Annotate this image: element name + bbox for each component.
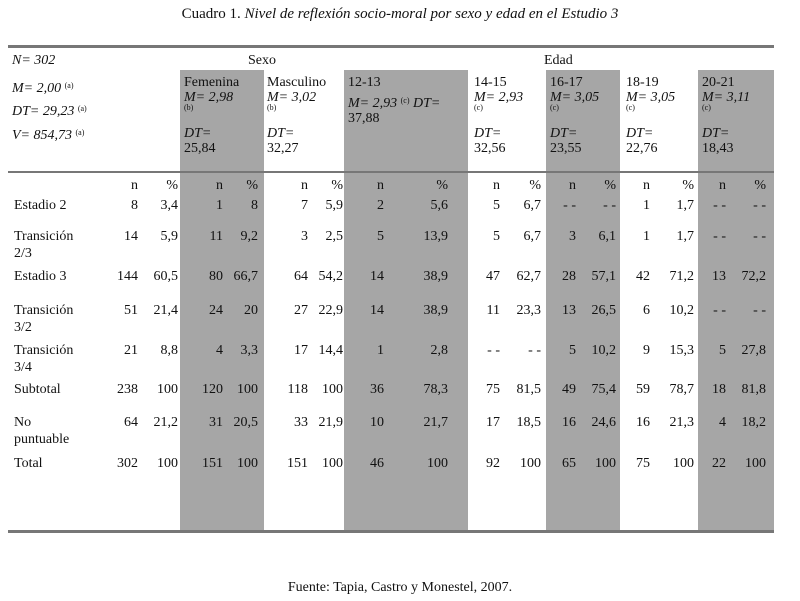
table-cell: 21,7 xyxy=(423,415,448,430)
table-cell: 120 xyxy=(202,382,223,397)
table-cell: 5 xyxy=(719,343,726,358)
table-cell: 11 xyxy=(209,229,223,244)
subheader-pct: % xyxy=(529,178,541,193)
table-cell: 5 xyxy=(493,229,500,244)
table-cell: 75 xyxy=(636,456,650,471)
table-cell: 10,2 xyxy=(591,343,616,358)
col-18-19: 18-19 M= 3,05 (c) DT= 22,76 xyxy=(626,75,676,156)
table-cell: 62,7 xyxy=(516,269,541,284)
table-cell: 64 xyxy=(124,415,138,430)
table-cell: 2,5 xyxy=(325,229,343,244)
table-cell: 4 xyxy=(719,415,726,430)
table-cell: - - xyxy=(713,229,726,244)
table-cell: 75,4 xyxy=(591,382,616,397)
table-cell: - - xyxy=(753,229,766,244)
source-note: Fuente: Tapia, Castro y Monestel, 2007. xyxy=(287,580,513,595)
table-cell: 59 xyxy=(636,382,650,397)
table-cell: 6,7 xyxy=(523,229,541,244)
table-caption xyxy=(0,6,800,23)
rule-top xyxy=(8,45,774,48)
summary-m: M= 2,00 $^{(a)}$ xyxy=(12,81,74,96)
rule-header xyxy=(8,171,774,173)
row-label: Transición xyxy=(14,343,74,358)
row-label: Transición xyxy=(14,229,74,244)
table-cell: 1 xyxy=(216,198,223,213)
row-label: Transición xyxy=(14,303,74,318)
col-masculino: Masculino M= 3,02 (b) DT= 32,27 xyxy=(267,75,327,156)
table-cell: 22 xyxy=(712,456,726,471)
table-cell: - - xyxy=(563,198,576,213)
table-cell: 51 xyxy=(124,303,138,318)
table-cell: - - xyxy=(713,198,726,213)
subheader-pct: % xyxy=(436,178,448,193)
table-cell: 13 xyxy=(562,303,576,318)
subheader-n: n xyxy=(301,178,308,193)
table-cell: 15,3 xyxy=(669,343,694,358)
col-femenina: Femenina M= 2,98 (b) DT= 25,84 xyxy=(184,75,240,156)
subheader-n: n xyxy=(131,178,138,193)
table-cell: 100 xyxy=(520,456,541,471)
table-cell: 13,9 xyxy=(423,229,448,244)
table-cell: 9 xyxy=(643,343,650,358)
table-cell: - - xyxy=(713,303,726,318)
caption-prefix: Cuadro 1. xyxy=(181,6,241,22)
subheader-pct: % xyxy=(604,178,616,193)
table-cell: 72,2 xyxy=(741,269,766,284)
table-cell: 100 xyxy=(322,456,343,471)
table-cell: 1 xyxy=(643,229,650,244)
table-cell: 4 xyxy=(216,343,223,358)
table-cell: 6,7 xyxy=(523,198,541,213)
table-cell: 20,5 xyxy=(233,415,258,430)
table-cell: 54,2 xyxy=(318,269,343,284)
table-cell: 38,9 xyxy=(423,303,448,318)
table-cell: 66,7 xyxy=(233,269,258,284)
table-cell: 75 xyxy=(486,382,500,397)
col-16-17: 16-17 M= 3,05 (c) DT= 23,55 xyxy=(550,75,600,156)
table-cell: 302 xyxy=(117,456,138,471)
row-label: 2/3 xyxy=(14,246,32,261)
row-label: Subtotal xyxy=(14,382,61,397)
table-cell: 8,8 xyxy=(160,343,178,358)
table-cell: 3 xyxy=(569,229,576,244)
table-cell: 21,4 xyxy=(153,303,178,318)
table-cell: 38,9 xyxy=(423,269,448,284)
table-cell: 9,2 xyxy=(240,229,258,244)
table-cell: 8 xyxy=(131,198,138,213)
table-cell: 28 xyxy=(562,269,576,284)
rule-bottom xyxy=(8,530,774,533)
table-cell: 3 xyxy=(301,229,308,244)
row-label: 3/4 xyxy=(14,360,32,375)
table-cell: 21,9 xyxy=(318,415,343,430)
table-cell: 6 xyxy=(643,303,650,318)
table-cell: 5 xyxy=(569,343,576,358)
subheader-pct: % xyxy=(166,178,178,193)
table-cell: 3,3 xyxy=(240,343,258,358)
table-cell: 27,8 xyxy=(741,343,766,358)
table-cell: 13 xyxy=(712,269,726,284)
table-cell: 11 xyxy=(486,303,500,318)
table-cell: 23,3 xyxy=(516,303,541,318)
table-cell: - - xyxy=(753,198,766,213)
table-cell: 65 xyxy=(562,456,576,471)
subheader-pct: % xyxy=(331,178,343,193)
table-cell: 151 xyxy=(287,456,308,471)
table-cell: 100 xyxy=(157,382,178,397)
row-label: Total xyxy=(14,456,43,471)
table-cell: 100 xyxy=(237,456,258,471)
row-label: Estadio 2 xyxy=(14,198,67,213)
table-cell: 10 xyxy=(370,415,384,430)
table-cell: 17 xyxy=(486,415,500,430)
subheader-n: n xyxy=(719,178,726,193)
table-cell: 60,5 xyxy=(153,269,178,284)
row-label: 3/2 xyxy=(14,320,32,335)
table-cell: 57,1 xyxy=(591,269,616,284)
table-cell: 22,9 xyxy=(318,303,343,318)
table-cell: 14 xyxy=(370,269,384,284)
table-cell: 49 xyxy=(562,382,576,397)
table-cell: 100 xyxy=(745,456,766,471)
table-cell: 14 xyxy=(124,229,138,244)
subheader-n: n xyxy=(643,178,650,193)
table-cell: 17 xyxy=(294,343,308,358)
col-14-15: 14-15 M= 2,93 (c) DT= 32,56 xyxy=(474,75,524,156)
table-cell: 27 xyxy=(294,303,308,318)
table-cell: 100 xyxy=(595,456,616,471)
table-cell: 100 xyxy=(427,456,448,471)
table-cell: 7 xyxy=(301,198,308,213)
table-cell: 21,2 xyxy=(153,415,178,430)
table-cell: 10,2 xyxy=(669,303,694,318)
table-cell: 118 xyxy=(287,382,308,397)
table-cell: 8 xyxy=(251,198,258,213)
subheader-n: n xyxy=(377,178,384,193)
table-cell: 80 xyxy=(209,269,223,284)
table-cell: 31 xyxy=(209,415,223,430)
table-cell: 2,8 xyxy=(430,343,448,358)
row-label: Estadio 3 xyxy=(14,269,67,284)
table-cell: 1 xyxy=(377,343,384,358)
group-edad: Edad xyxy=(544,53,573,68)
table-cell: 100 xyxy=(673,456,694,471)
table-cell: 238 xyxy=(117,382,138,397)
table-cell: 36 xyxy=(370,382,384,397)
table-cell: 18,2 xyxy=(741,415,766,430)
summary-dt: DT= 29,23 $^{(a)}$ xyxy=(12,104,87,119)
table-cell: 151 xyxy=(202,456,223,471)
table-cell: 18,5 xyxy=(516,415,541,430)
table-cell: - - xyxy=(528,343,541,358)
row-label: No xyxy=(14,415,32,430)
col-12-13: 12-13 M= 2,93 $^{(c)}$ DT= 37,88 xyxy=(348,75,441,126)
table-cell: 1,7 xyxy=(676,229,694,244)
table-cell: 6,1 xyxy=(598,229,616,244)
subheader-n: n xyxy=(493,178,500,193)
group-sexo: Sexo xyxy=(248,53,276,68)
table-cell: 144 xyxy=(117,269,138,284)
subheader-n: n xyxy=(569,178,576,193)
subheader-pct: % xyxy=(754,178,766,193)
table-cell: 5 xyxy=(377,229,384,244)
table-cell: 71,2 xyxy=(669,269,694,284)
table-cell: 92 xyxy=(486,456,500,471)
table-cell: 5 xyxy=(493,198,500,213)
table-cell: 18 xyxy=(712,382,726,397)
table-cell: 24 xyxy=(209,303,223,318)
table-cell: 5,9 xyxy=(160,229,178,244)
table-cell: 14 xyxy=(370,303,384,318)
table-cell: 20 xyxy=(244,303,258,318)
caption-title: Nivel de reflexión socio-moral por sexo y edad en el Estudio 3 xyxy=(244,6,619,22)
table-cell: 1 xyxy=(643,198,650,213)
row-label: puntuable xyxy=(14,432,70,447)
subheader-pct: % xyxy=(682,178,694,193)
table-cell: 24,6 xyxy=(591,415,616,430)
data-table xyxy=(8,45,774,533)
table-cell: - - xyxy=(487,343,500,358)
table-cell: 42 xyxy=(636,269,650,284)
table-cell: 26,5 xyxy=(591,303,616,318)
table-cell: 21,3 xyxy=(669,415,694,430)
table-cell: 100 xyxy=(322,382,343,397)
table-cell: 81,5 xyxy=(516,382,541,397)
table-cell: 16 xyxy=(562,415,576,430)
table-cell: 33 xyxy=(294,415,308,430)
table-cell: 5,6 xyxy=(430,198,448,213)
table-cell: 64 xyxy=(294,269,308,284)
table-cell: 3,4 xyxy=(160,198,178,213)
col-20-21: 20-21 M= 3,11 (c) DT= 18,43 xyxy=(702,75,751,156)
table-cell: 81,8 xyxy=(741,382,766,397)
table-cell: 100 xyxy=(157,456,178,471)
table-cell: 100 xyxy=(237,382,258,397)
subheader-pct: % xyxy=(246,178,258,193)
table-cell: - - xyxy=(603,198,616,213)
table-cell: 46 xyxy=(370,456,384,471)
table-cell: 14,4 xyxy=(318,343,343,358)
table-cell: 21 xyxy=(124,343,138,358)
table-cell: - - xyxy=(753,303,766,318)
summary-v: V= 854,73 $^{(a)}$ xyxy=(12,128,85,143)
table-cell: 47 xyxy=(486,269,500,284)
table-cell: 1,7 xyxy=(676,198,694,213)
table-cell: 5,9 xyxy=(325,198,343,213)
table-cell: 78,3 xyxy=(423,382,448,397)
table-cell: 78,7 xyxy=(669,382,694,397)
table-cell: 16 xyxy=(636,415,650,430)
subheader-n: n xyxy=(216,178,223,193)
summary-n: N= 302 xyxy=(12,53,56,68)
table-cell: 2 xyxy=(377,198,384,213)
